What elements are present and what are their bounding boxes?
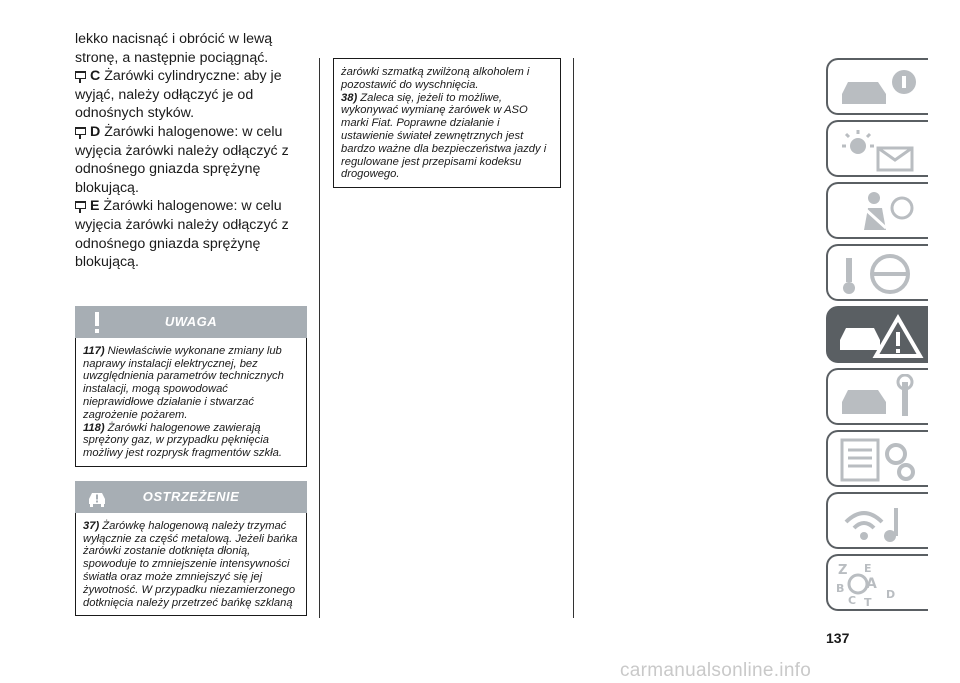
- caution-continued-body: [333, 58, 561, 188]
- tab-emergency[interactable]: [826, 306, 928, 363]
- warning-lights-mail-icon: [834, 126, 924, 174]
- bulb-icon: [75, 71, 86, 79]
- paragraph-d: D Żarówki halogenowe: w celu wyjęcia żarówki należy odłączyć z odnośnego gniazda sprężynę blokującą.: [75, 123, 289, 196]
- bulb-icon: [75, 127, 86, 135]
- tab-starting-driving[interactable]: [826, 244, 928, 301]
- car-info-icon: [834, 64, 924, 112]
- magnifier-icon: [849, 575, 867, 593]
- index-letter: Z: [838, 563, 848, 578]
- tab-index[interactable]: [826, 554, 928, 611]
- index-letter: A: [866, 576, 877, 592]
- tab-multimedia[interactable]: [826, 492, 928, 549]
- index-letter: B: [836, 582, 845, 595]
- middle-column: [333, 58, 561, 188]
- tab-maintenance[interactable]: [826, 368, 928, 425]
- warning-header: [75, 306, 307, 338]
- column-divider: [319, 58, 320, 618]
- warning-body: [75, 338, 307, 467]
- car-caution-icon: [85, 485, 109, 509]
- paragraph-intro: lekko nacisnąć i obrócić w lewą stronę, a następnie pociągnąć.: [75, 31, 273, 66]
- car-warning-triangle-icon: [834, 312, 924, 360]
- tab-warning-lights[interactable]: [826, 120, 928, 177]
- car-wrench-icon: [834, 374, 924, 422]
- left-column: [75, 30, 307, 616]
- index-letter: D: [886, 588, 896, 601]
- seatbelt-airbag-icon: [834, 188, 924, 236]
- warning-item: 118) Żarówki halogenowe zawierają sprężony gaz, w przypadku pęknięcia możliwy jest rozprysk fragmentów szkła.: [83, 421, 282, 460]
- caution-header: [75, 481, 307, 513]
- caution-body: [75, 513, 307, 617]
- warning-exclamation-icon: [85, 310, 109, 334]
- watermark: carmanualsonline.info: [620, 660, 812, 681]
- index-letter: C: [848, 594, 857, 607]
- index-letter: E: [864, 562, 872, 575]
- tab-technical-data[interactable]: [826, 430, 928, 487]
- tab-safety[interactable]: [826, 182, 928, 239]
- warning-title: UWAGA: [164, 314, 218, 330]
- index-letter: T: [864, 596, 872, 608]
- key-steering-wheel-icon: [834, 250, 924, 298]
- document-gears-icon: [834, 436, 924, 484]
- paragraph-c: C Żarówki cylindryczne: aby je wyjąć, należy odłączyć je od odnośnych styków.: [75, 68, 282, 122]
- tab-car-info[interactable]: [826, 58, 928, 115]
- caution-item: 37) Żarówkę halogenową należy trzymać wyłącznie za część metalową. Jeżeli bańka żarówki zostanie dotknięta dłonią, spowoduje to zmniejszenie intensywności światła oraz może zmniejszyć się jej żywotność. W przypadku niezamierzonego dotknięcia należy przetrzeć bańkę szklaną: [83, 519, 298, 609]
- multimedia-icon: [834, 498, 924, 546]
- bulb-icon: [75, 201, 86, 209]
- page-number: 137: [826, 630, 850, 646]
- caution-item: żarówki szmatką zwilżoną alkoholem i pozostawić do wyschnięcia.: [341, 66, 530, 91]
- index-letters-icon: [834, 560, 924, 608]
- column-divider: [573, 58, 574, 618]
- caution-title: OSTRZEŻENIE: [142, 489, 240, 505]
- caution-item: 38) Zaleca się, jeżeli to możliwe, wykonywać wymianę żarówek w ASO marki Fiat. Poprawne działanie i ustawienie świateł zewnętrznych jest bardzo ważne dla bezpieczeństwa jazdy i regulowane jest przepisami kodeksu drogowego.: [341, 91, 547, 181]
- warning-item: 117) Niewłaściwie wykonane zmiany lub naprawy instalacji elektrycznej, bez uwzględnienia parametrów technicznych instalacji, mogą spowodować nieprawidłowe działanie i stwarzać zagrożenie pożarem.: [83, 344, 284, 421]
- paragraph-e: E Żarówki halogenowe: w celu wyjęcia żarówki należy odłączyć z odnośnego gniazda sprężynę blokującą.: [75, 198, 289, 271]
